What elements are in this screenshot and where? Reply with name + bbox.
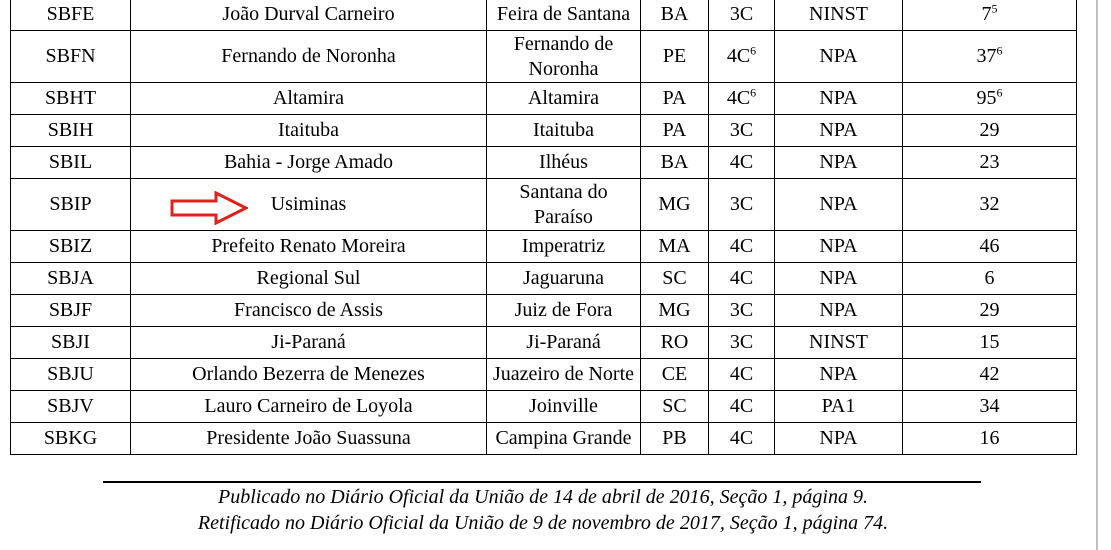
- state-cell: [641, 263, 709, 295]
- category-text: 3C: [729, 331, 754, 353]
- table-row: [11, 31, 1077, 83]
- rectification-note: Retificado no Diário Oficial da União de 9 de novembro de 2017, Seção 1, página 74.: [197, 512, 889, 534]
- airport-code-cell: [11, 0, 131, 31]
- city-text: Feira de Santana: [496, 3, 631, 25]
- airport-table-body: [11, 0, 1077, 455]
- value-text: 29: [979, 299, 1000, 321]
- category-cell: [709, 179, 775, 231]
- operation-type-text: NPA: [819, 193, 858, 215]
- airport-code-cell: [11, 147, 131, 179]
- airport-code-cell: [11, 179, 131, 231]
- category-cell: [709, 359, 775, 391]
- category-cell: [709, 147, 775, 179]
- city-cell: [487, 295, 641, 327]
- value-cell: [903, 423, 1077, 455]
- operation-type-cell: [775, 327, 903, 359]
- airport-code-text: SBIL: [48, 151, 93, 173]
- operation-type-text: NPA: [819, 87, 858, 109]
- value-text: 46: [979, 235, 1000, 257]
- value-cell: [903, 83, 1077, 115]
- city-text: Itaituba: [532, 119, 595, 141]
- airport-code-text: SBIP: [49, 193, 92, 215]
- value-cell: [903, 231, 1077, 263]
- city-text: Fernando de Noronha: [513, 32, 614, 80]
- value-text: 6: [984, 267, 995, 289]
- value-cell: [903, 391, 1077, 423]
- value-cell: [903, 179, 1077, 231]
- table-row: [11, 327, 1077, 359]
- footnote-marker: 6: [750, 43, 757, 58]
- category-cell: [709, 83, 775, 115]
- airport-code-text: SBJA: [47, 267, 94, 289]
- airport-code-text: SBKG: [43, 427, 98, 449]
- city-text: Juiz de Fora: [514, 299, 613, 321]
- value-text: 7: [981, 3, 992, 25]
- city-text: Joinville: [529, 395, 598, 417]
- state-cell: [641, 179, 709, 231]
- airport-code-cell: [11, 327, 131, 359]
- state-text: CE: [661, 363, 688, 385]
- operation-type-cell: [775, 0, 903, 31]
- airport-name-text: Prefeito Renato Moreira: [211, 235, 406, 257]
- table-row: [11, 83, 1077, 115]
- category-text: 4C: [729, 363, 754, 385]
- state-text: RO: [660, 331, 689, 353]
- state-cell: [641, 423, 709, 455]
- operation-type-cell: [775, 179, 903, 231]
- table-row: [11, 295, 1077, 327]
- city-cell: [487, 423, 641, 455]
- table-row: [11, 115, 1077, 147]
- category-text: 3C: [729, 193, 754, 215]
- airport-code-text: SBJV: [47, 395, 94, 417]
- footer-divider: [103, 481, 981, 483]
- airport-name-cell: [131, 83, 487, 115]
- operation-type-text: NINST: [809, 331, 868, 353]
- page-edge-divider: [1096, 0, 1098, 550]
- category-cell: [709, 423, 775, 455]
- city-cell: [487, 31, 641, 83]
- operation-type-cell: [775, 359, 903, 391]
- value-text: 15: [979, 331, 1000, 353]
- footnote-marker: 6: [750, 85, 757, 100]
- operation-type-text: NINST: [809, 3, 868, 25]
- value-cell: [903, 327, 1077, 359]
- operation-type-cell: [775, 295, 903, 327]
- airport-code-cell: [11, 263, 131, 295]
- operation-type-text: NPA: [819, 299, 858, 321]
- airport-code-cell: [11, 83, 131, 115]
- category-cell: [709, 295, 775, 327]
- airport-code-cell: [11, 423, 131, 455]
- airport-name-cell: [131, 31, 487, 83]
- category-cell: [709, 327, 775, 359]
- city-cell: [487, 327, 641, 359]
- city-text: Juazeiro de Norte: [492, 363, 635, 385]
- city-cell: [487, 359, 641, 391]
- operation-type-text: NPA: [819, 267, 858, 289]
- value-text: 23: [979, 151, 1000, 173]
- city-text: Santana do Paraíso: [519, 180, 608, 228]
- publication-note: Publicado no Diário Oficial da União de 14 de abril de 2016, Seção 1, página 9.: [218, 486, 868, 508]
- city-text: Ji-Paraná: [526, 331, 601, 353]
- airport-code-text: SBFN: [45, 45, 96, 67]
- table-row: [11, 391, 1077, 423]
- category-text: 3C: [729, 119, 754, 141]
- city-text: Altamira: [527, 87, 600, 109]
- operation-type-cell: [775, 231, 903, 263]
- state-text: PA: [662, 119, 687, 141]
- airport-code-cell: [11, 295, 131, 327]
- footnote-marker: 6: [996, 43, 1003, 58]
- airport-name-cell: [131, 359, 487, 391]
- operation-type-cell: [775, 83, 903, 115]
- value-text: 32: [979, 193, 1000, 215]
- city-cell: [487, 83, 641, 115]
- city-text: Jaguaruna: [522, 267, 605, 289]
- state-text: BA: [660, 3, 689, 25]
- operation-type-cell: [775, 391, 903, 423]
- state-cell: [641, 147, 709, 179]
- state-text: MG: [658, 193, 691, 215]
- airport-code-text: SBFE: [46, 3, 95, 25]
- airport-code-cell: [11, 31, 131, 83]
- value-text: 34: [979, 395, 1000, 417]
- airport-name-text: Ji-Paraná: [271, 331, 346, 353]
- red-arrow-icon: [170, 191, 248, 225]
- airport-code-cell: [11, 359, 131, 391]
- table-row: [11, 231, 1077, 263]
- value-text: 37: [976, 45, 997, 67]
- airport-code-text: SBJF: [48, 299, 93, 321]
- airport-name-cell: [131, 115, 487, 147]
- state-cell: [641, 83, 709, 115]
- state-text: MA: [658, 235, 691, 257]
- state-cell: [641, 0, 709, 31]
- operation-type-cell: [775, 147, 903, 179]
- table-row: [11, 263, 1077, 295]
- value-cell: [903, 263, 1077, 295]
- airport-code-text: SBIH: [47, 119, 94, 141]
- airport-code-cell: [11, 115, 131, 147]
- city-cell: [487, 115, 641, 147]
- category-text: 4C: [726, 87, 751, 109]
- city-text: Imperatriz: [521, 235, 606, 257]
- airport-name-text: Itaituba: [277, 119, 340, 141]
- value-cell: [903, 295, 1077, 327]
- airport-table: [10, 0, 1077, 455]
- state-cell: [641, 231, 709, 263]
- value-cell: [903, 115, 1077, 147]
- airport-name-cell: [131, 391, 487, 423]
- airport-code-text: SBJI: [51, 331, 90, 353]
- category-text: 3C: [729, 299, 754, 321]
- airport-name-text: Presidente João Suassuna: [206, 427, 411, 449]
- city-cell: [487, 0, 641, 31]
- category-text: 4C: [729, 151, 754, 173]
- airport-name-cell: [131, 263, 487, 295]
- footnote-marker: 5: [991, 1, 998, 16]
- airport-name-cell: [131, 295, 487, 327]
- airport-code-cell: [11, 231, 131, 263]
- state-cell: [641, 295, 709, 327]
- operation-type-text: NPA: [819, 119, 858, 141]
- category-text: 4C: [729, 427, 754, 449]
- category-cell: [709, 263, 775, 295]
- operation-type-text: NPA: [819, 45, 858, 67]
- category-text: 4C: [729, 235, 754, 257]
- category-cell: [709, 115, 775, 147]
- operation-type-cell: [775, 31, 903, 83]
- category-text: 3C: [729, 3, 754, 25]
- state-text: SC: [662, 267, 687, 289]
- airport-name-text: Lauro Carneiro de Loyola: [204, 395, 413, 417]
- operation-type-text: NPA: [819, 151, 858, 173]
- category-text: 4C: [729, 395, 754, 417]
- state-text: PB: [662, 427, 687, 449]
- airport-code-text: SBJU: [47, 363, 94, 385]
- state-text: SC: [662, 395, 687, 417]
- airport-name-text: Altamira: [272, 87, 345, 109]
- airport-name-text: Usiminas: [270, 193, 347, 215]
- state-cell: [641, 327, 709, 359]
- airport-name-cell: [131, 423, 487, 455]
- airport-name-text: Bahia - Jorge Amado: [223, 151, 394, 173]
- operation-type-cell: [775, 263, 903, 295]
- city-cell: [487, 179, 641, 231]
- operation-type-text: PA1: [821, 395, 856, 417]
- airport-name-text: Regional Sul: [256, 267, 361, 289]
- table-row: [11, 147, 1077, 179]
- city-text: Ilhéus: [539, 151, 588, 173]
- value-text: 95: [976, 87, 997, 109]
- operation-type-text: NPA: [819, 363, 858, 385]
- state-cell: [641, 31, 709, 83]
- table-row: [11, 359, 1077, 391]
- airport-name-text: Fernando de Noronha: [221, 45, 396, 67]
- category-text: 4C: [729, 267, 754, 289]
- city-cell: [487, 231, 641, 263]
- airport-code-cell: [11, 391, 131, 423]
- state-text: BA: [660, 151, 689, 173]
- value-cell: [903, 0, 1077, 31]
- state-cell: [641, 115, 709, 147]
- footnote-marker: 6: [996, 85, 1003, 100]
- value-text: 16: [979, 427, 1000, 449]
- state-cell: [641, 359, 709, 391]
- operation-type-text: NPA: [819, 235, 858, 257]
- airport-name-cell: [131, 327, 487, 359]
- state-text: PE: [662, 45, 687, 67]
- value-cell: [903, 359, 1077, 391]
- value-cell: [903, 31, 1077, 83]
- table-row: [11, 423, 1077, 455]
- state-text: MG: [658, 299, 691, 321]
- value-text: 29: [979, 119, 1000, 141]
- airport-name-text: Francisco de Assis: [234, 299, 383, 321]
- city-cell: [487, 147, 641, 179]
- operation-type-cell: [775, 423, 903, 455]
- category-cell: [709, 31, 775, 83]
- airport-name-text: João Durval Carneiro: [222, 3, 395, 25]
- category-cell: [709, 0, 775, 31]
- category-cell: [709, 391, 775, 423]
- city-cell: [487, 263, 641, 295]
- city-text: Campina Grande: [495, 427, 632, 449]
- city-cell: [487, 391, 641, 423]
- table-row: [11, 0, 1077, 31]
- category-text: 4C: [726, 45, 751, 67]
- state-cell: [641, 391, 709, 423]
- category-cell: [709, 231, 775, 263]
- airport-name-cell: [131, 0, 487, 31]
- value-cell: [903, 147, 1077, 179]
- airport-name-text: Orlando Bezerra de Menezes: [192, 363, 425, 385]
- airport-name-cell: [131, 147, 487, 179]
- airport-name-cell: [131, 231, 487, 263]
- airport-code-text: SBIZ: [48, 235, 93, 257]
- operation-type-cell: [775, 115, 903, 147]
- operation-type-text: NPA: [819, 427, 858, 449]
- airport-code-text: SBHT: [44, 87, 97, 109]
- value-text: 42: [979, 363, 1000, 385]
- state-text: PA: [662, 87, 687, 109]
